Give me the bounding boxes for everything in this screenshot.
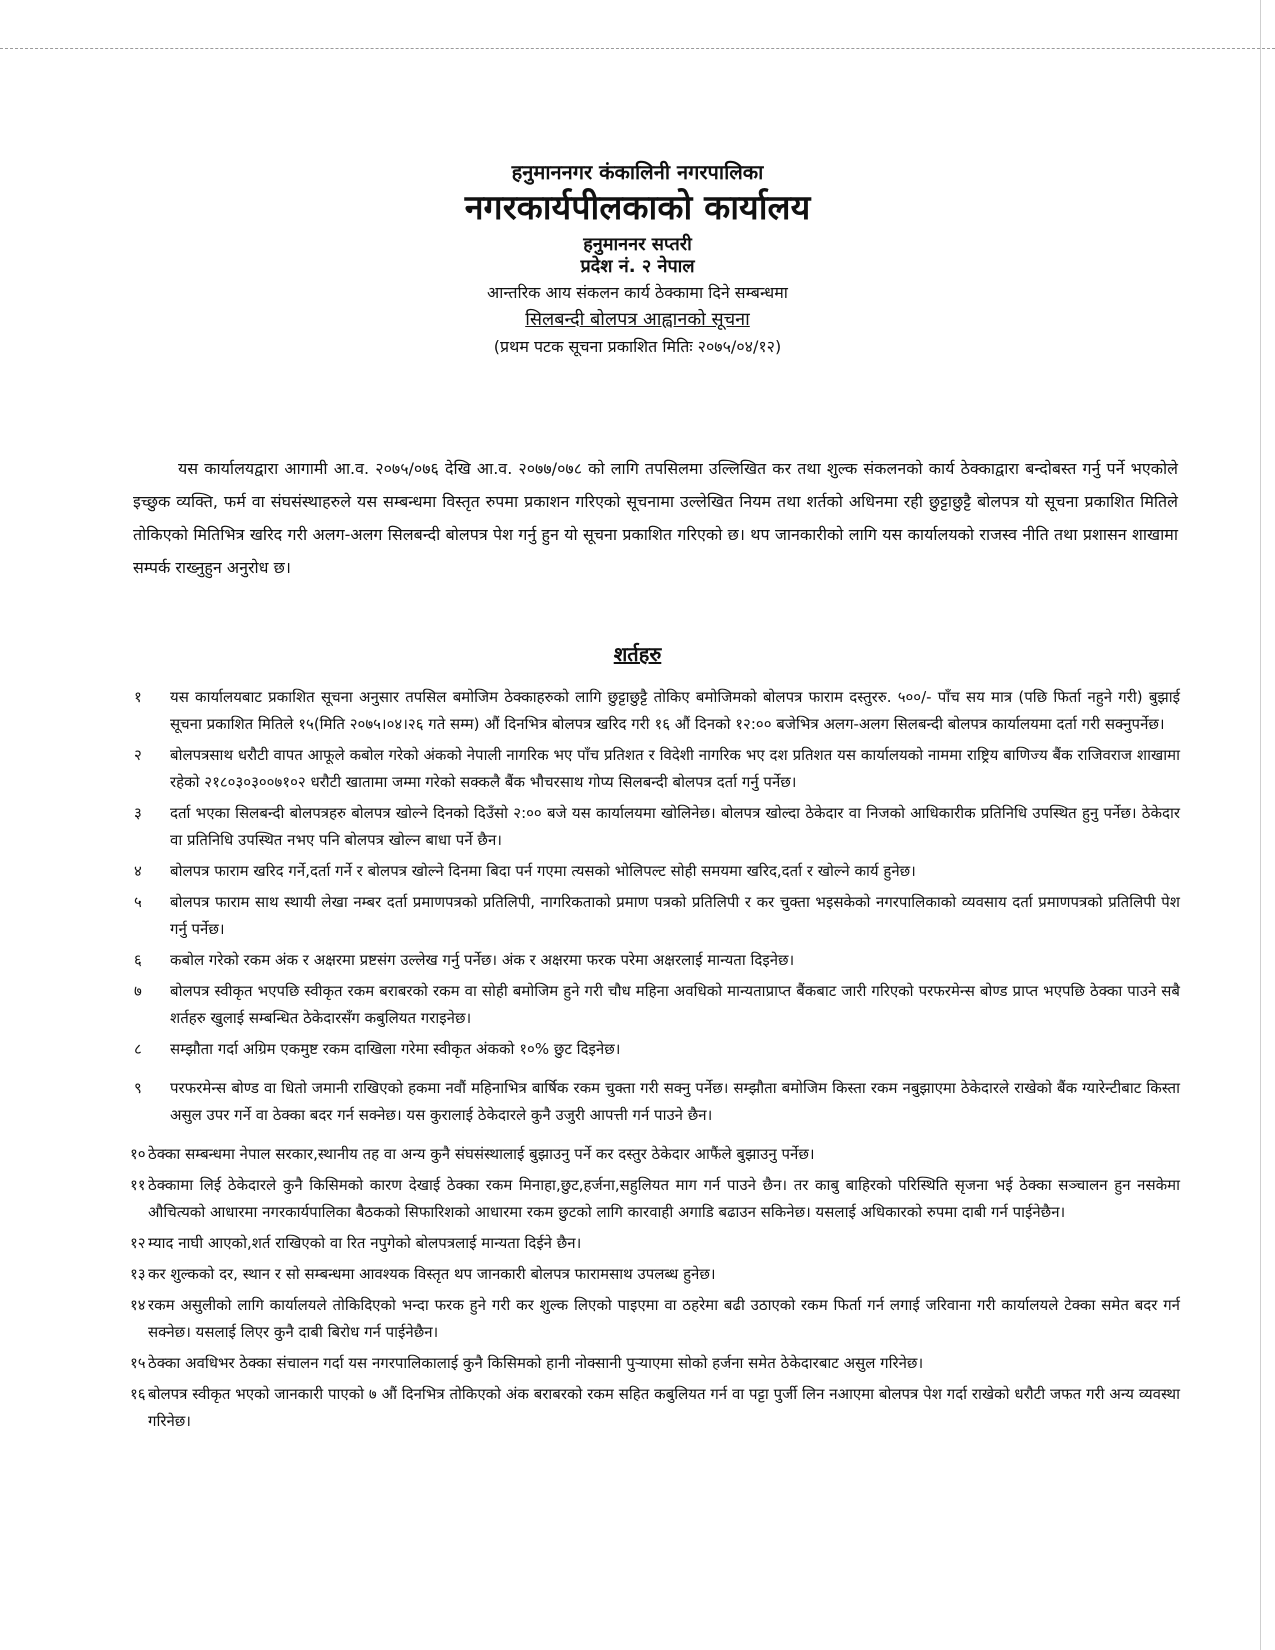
term-text: बोलपत्र स्वीकृत भएको जानकारी पाएको ७ औं दिनभित्र तोकिएको अंक बराबरको रकम सहित कबुलियत गर्न वा पट्टा पुर्जी लिन नआएमा बोलपत्र पेश गर्दा राखेको धरौटी जफत गरी अन्य व्यवस्था गरिनेछ। — [148, 1385, 1180, 1430]
term-number: १५ — [130, 1354, 146, 1372]
term-number: ११ — [130, 1176, 146, 1194]
term-text: रकम असुलीको लागि कार्यालयले तोकिदिएको भन्दा फरक हुने गरी कर शुल्क लिएको पाइएमा वा ठहरेमा बढी उठाएको रकम फिर्ता गर्न लगाई जरिवाना गरी कार्यालयले टेक्का समेत बदर गर्न सक्नेछ। यसलाई लिएर कुनै दाबी बिरोध गर्न पाईनेछैन। — [148, 1296, 1180, 1341]
term-text: ठेक्का अवधिभर ठेक्का संचालन गर्दा यस नगरपालिकालाई कुनै किसिमको हानी नोक्सानी पुऱ्याएमा सोको हर्जना समेत ठेकेदारबाट असुल गरिनेछ। — [148, 1354, 924, 1372]
term-number: ३ — [134, 804, 142, 822]
term-text: बोलपत्रसाथ धरौटी वापत आफूले कबोल गरेको अंकको नेपाली नागरिक भए पाँच प्रतिशत र विदेशी नागरिक भए दश प्रतिशत यस कार्यालयको नाममा राष्ट्रिय बाणिज्य बैंक राजिवराज शाखामा रहेको २१८०३०३००७१०२ धरौटी खातामा जम्मा गरेको सक्कलै बैंक भौचरसाथ गोप्य सिलबन्दी बोलपत्र दर्ता गर्नु पर्नेछ। — [170, 746, 1180, 791]
term-text: म्याद नाघी आएको,शर्त राखिएको वा रित नपुगेको बोलपत्रलाई मान्यता दिईने छैन। — [148, 1234, 582, 1252]
term-item — [130, 978, 1180, 1032]
term-number: २ — [134, 746, 142, 764]
term-item — [130, 1075, 1180, 1129]
term-number: ९ — [134, 1079, 142, 1097]
term-item — [130, 1381, 1180, 1435]
term-number: १० — [130, 1145, 146, 1163]
term-number: १३ — [130, 1265, 146, 1283]
term-text: बोलपत्र फाराम खरिद गर्ने,दर्ता गर्ने र बोलपत्र खोल्ने दिनमा बिदा पर्न गएमा त्यसको भोलिपल्ट सोही समयमा खरिद,दर्ता र खोल्ने कार्य हुनेछ। — [170, 862, 916, 880]
term-text: सम्झौता गर्दा अग्रिम एकमुष्ट रकम दाखिला गरेमा स्वीकृत अंकको १०% छुट दिइनेछ। — [170, 1040, 621, 1058]
term-item — [130, 684, 1180, 738]
term-text: कर शुल्कको दर, स्थान र सो सम्बन्धमा आवश्यक विस्तृत थप जानकारी बोलपत्र फारामसाथ उपलब्ध हुनेछ। — [148, 1265, 716, 1283]
term-text: बोलपत्र स्वीकृत भएपछि स्वीकृत रकम बराबरको रकम वा सोही बमोजिम हुने गरी चौध महिना अवधिको मान्यताप्राप्त बैंकबाट जारी गरिएको परफरमेन्स बोण्ड प्राप्त भएपछि ठेक्का पाउने सबै शर्तहरु खुलाई सम्बन्धित ठेकेदारसँग कबुलियत गराइनेछ। — [170, 982, 1180, 1027]
letterhead — [0, 160, 1275, 357]
term-item — [130, 1292, 1180, 1346]
term-item — [130, 1261, 1180, 1288]
term-number: ७ — [134, 982, 142, 1000]
province-line: प्रदेश नं. २ नेपाल — [580, 256, 695, 277]
office-address: हनुमाननर सप्तरी — [583, 233, 692, 255]
term-item — [130, 800, 1180, 854]
term-text: कबोल गरेको रकम अंक र अक्षरमा प्रष्टसंग उल्लेख गर्नु पर्नेछ। अंक र अक्षरमा फरक परेमा अक्षरलाई मान्यता दिइनेछ। — [170, 951, 795, 969]
term-item — [130, 889, 1180, 943]
term-text: ठेक्का सम्बन्धमा नेपाल सरकार,स्थानीय तह वा अन्य कुनै संघसंस्थालाई बुझाउनु पर्ने कर दस्तुर ठेकेदार आफैंले बुझाउनु पर्नेछ। — [148, 1145, 815, 1163]
term-number: ५ — [134, 893, 142, 911]
term-item — [130, 1350, 1180, 1377]
term-number: ६ — [134, 951, 142, 969]
term-item — [130, 742, 1180, 796]
office-name: नगरकार्यपीलकाको कार्यालय — [464, 188, 811, 228]
term-text: ठेक्कामा लिई ठेकेदारले कुनै किसिमको कारण देखाई ठेक्का रकम मिनाहा,छुट,हर्जना,सहुलियत माग गर्न पाउने छैन। तर काबु बाहिरको परिस्थिति सृजना भई ठेक्का सञ्चालन हुन नसकेमा औचित्यको आधारमा नगरकार्यपालिका बैठकको सिफारिशको आधारमा रकम छुटको लागि कारवाही अगाडि बढाउन सकिनेछ। यसलाई अधिकारको रुपमा दाबी गर्न पाईनेछैन। — [148, 1176, 1180, 1221]
term-item — [130, 858, 1180, 885]
conditions-heading: शर्तहरु — [613, 642, 662, 666]
term-number: १२ — [130, 1234, 146, 1252]
term-number: ८ — [134, 1040, 142, 1058]
term-item — [130, 1141, 1180, 1168]
term-item — [130, 1036, 1180, 1063]
intro-paragraph: यस कार्यालयद्वारा आगामी आ.व. २०७५/०७६ देखि आ.व. २०७७/०७८ को लागि तपसिलमा उल्लिखित कर तथा शुल्क संकलनको कार्य ठेक्काद्वारा बन्दोबस्त गर्नु पर्ने भएकोले इच्छुक व्यक्ति, फर्म वा संघसंस्थाहरुले यस सम्बन्धमा विस्तृत रुपमा प्रकाशन गरिएको सूचनामा उल्लेखित नियम तथा शर्तको अधिनमा रही छुट्टाछुट्टै बोलपत्र यो सूचना प्रकाशित मितिले तोकिएको मितिभित्र खरिद गरी अलग-अलग सिलबन्दी बोलपत्र पेश गर्नु हुन यो सूचना प्रकाशित गरिएको छ। थप जानकारीको लागि यस कार्यालयको राजस्व नीति तथा प्रशासन शाखामा सम्पर्क राख्नुहुन अनुरोध छ। — [133, 459, 1179, 577]
term-item — [130, 947, 1180, 974]
term-text: बोलपत्र फाराम साथ स्थायी लेखा नम्बर दर्ता प्रमाणपत्रको प्रतिलिपी, नागरिकताको प्रमाण पत्रको प्रतिलिपी र कर चुक्ता भइसकेको नगरपालिकाको व्यवसाय दर्ता प्रमाणपत्रको प्रतिलिपी पेश गर्नु पर्नेछ। — [170, 893, 1180, 938]
term-number: १४ — [130, 1296, 146, 1314]
term-text: यस कार्यालयबाट प्रकाशित सूचना अनुसार तपसिल बमोजिम ठेक्काहरुको लागि छुट्टाछुट्टै तोकिए बमोजिमको बोलपत्र फाराम दस्तुररु. ५००/- पाँच सय मात्र (पछि फिर्ता नहुने गरी) बुझाई सूचना प्रकाशित मितिले १५(मिति २०७५।०४।२६ गते सम्म) औं दिनभित्र बोलपत्र खरिद गरी १६ औं दिनको १२:०० बजेभित्र अलग-अलग सिलबन्दी बोलपत्र कार्यालयमा दर्ता गरी सक्नुपर्नेछ। — [170, 688, 1180, 733]
term-text: दर्ता भएका सिलबन्दी बोलपत्रहरु बोलपत्र खोल्ने दिनको दिउँसो २:०० बजे यस कार्यालयमा खोलिनेछ। बोलपत्र खोल्दा ठेकेदार वा निजको आधिकारीक प्रतिनिधि उपस्थित हुनु पर्नेछ। ठेकेदार वा प्रतिनिधि उपस्थित नभए पनि बोलपत्र खोल्न बाधा पर्ने छैन। — [170, 804, 1180, 849]
publish-date: (प्रथम पटक सूचना प्रकाशित मितिः २०७५/०४/१२) — [493, 337, 782, 356]
term-item — [130, 1230, 1180, 1257]
term-text: परफरमेन्स बोण्ड वा धितो जमानी राखिएको हकमा नवौं महिनाभित्र बार्षिक रकम चुक्ता गरी सक्नु पर्नेछ। सम्झौता बमोजिम किस्ता रकम नबुझाएमा ठेकेदारले राखेको बैंक ग्यारेन्टीबाट किस्ता असुल उपर गर्ने वा ठेक्का बदर गर्न सक्नेछ। यस कुरालाई ठेकेदारले कुनै उजुरी आपत्ती गर्न पाउने छैन। — [170, 1079, 1180, 1124]
notice-title: सिलबन्दी बोलपत्र आह्वानको सूचना — [525, 308, 750, 330]
term-number: १ — [134, 688, 142, 706]
terms-list — [130, 684, 1180, 1439]
term-number: ४ — [134, 862, 142, 880]
notice-subject: आन्तरिक आय संकलन कार्य ठेक्कामा दिने सम्बन्धमा — [487, 282, 788, 302]
term-number: १६ — [130, 1385, 146, 1403]
municipality-name: हनुमाननगर कंकालिनी नगरपालिका — [511, 160, 764, 184]
term-item — [130, 1172, 1180, 1226]
